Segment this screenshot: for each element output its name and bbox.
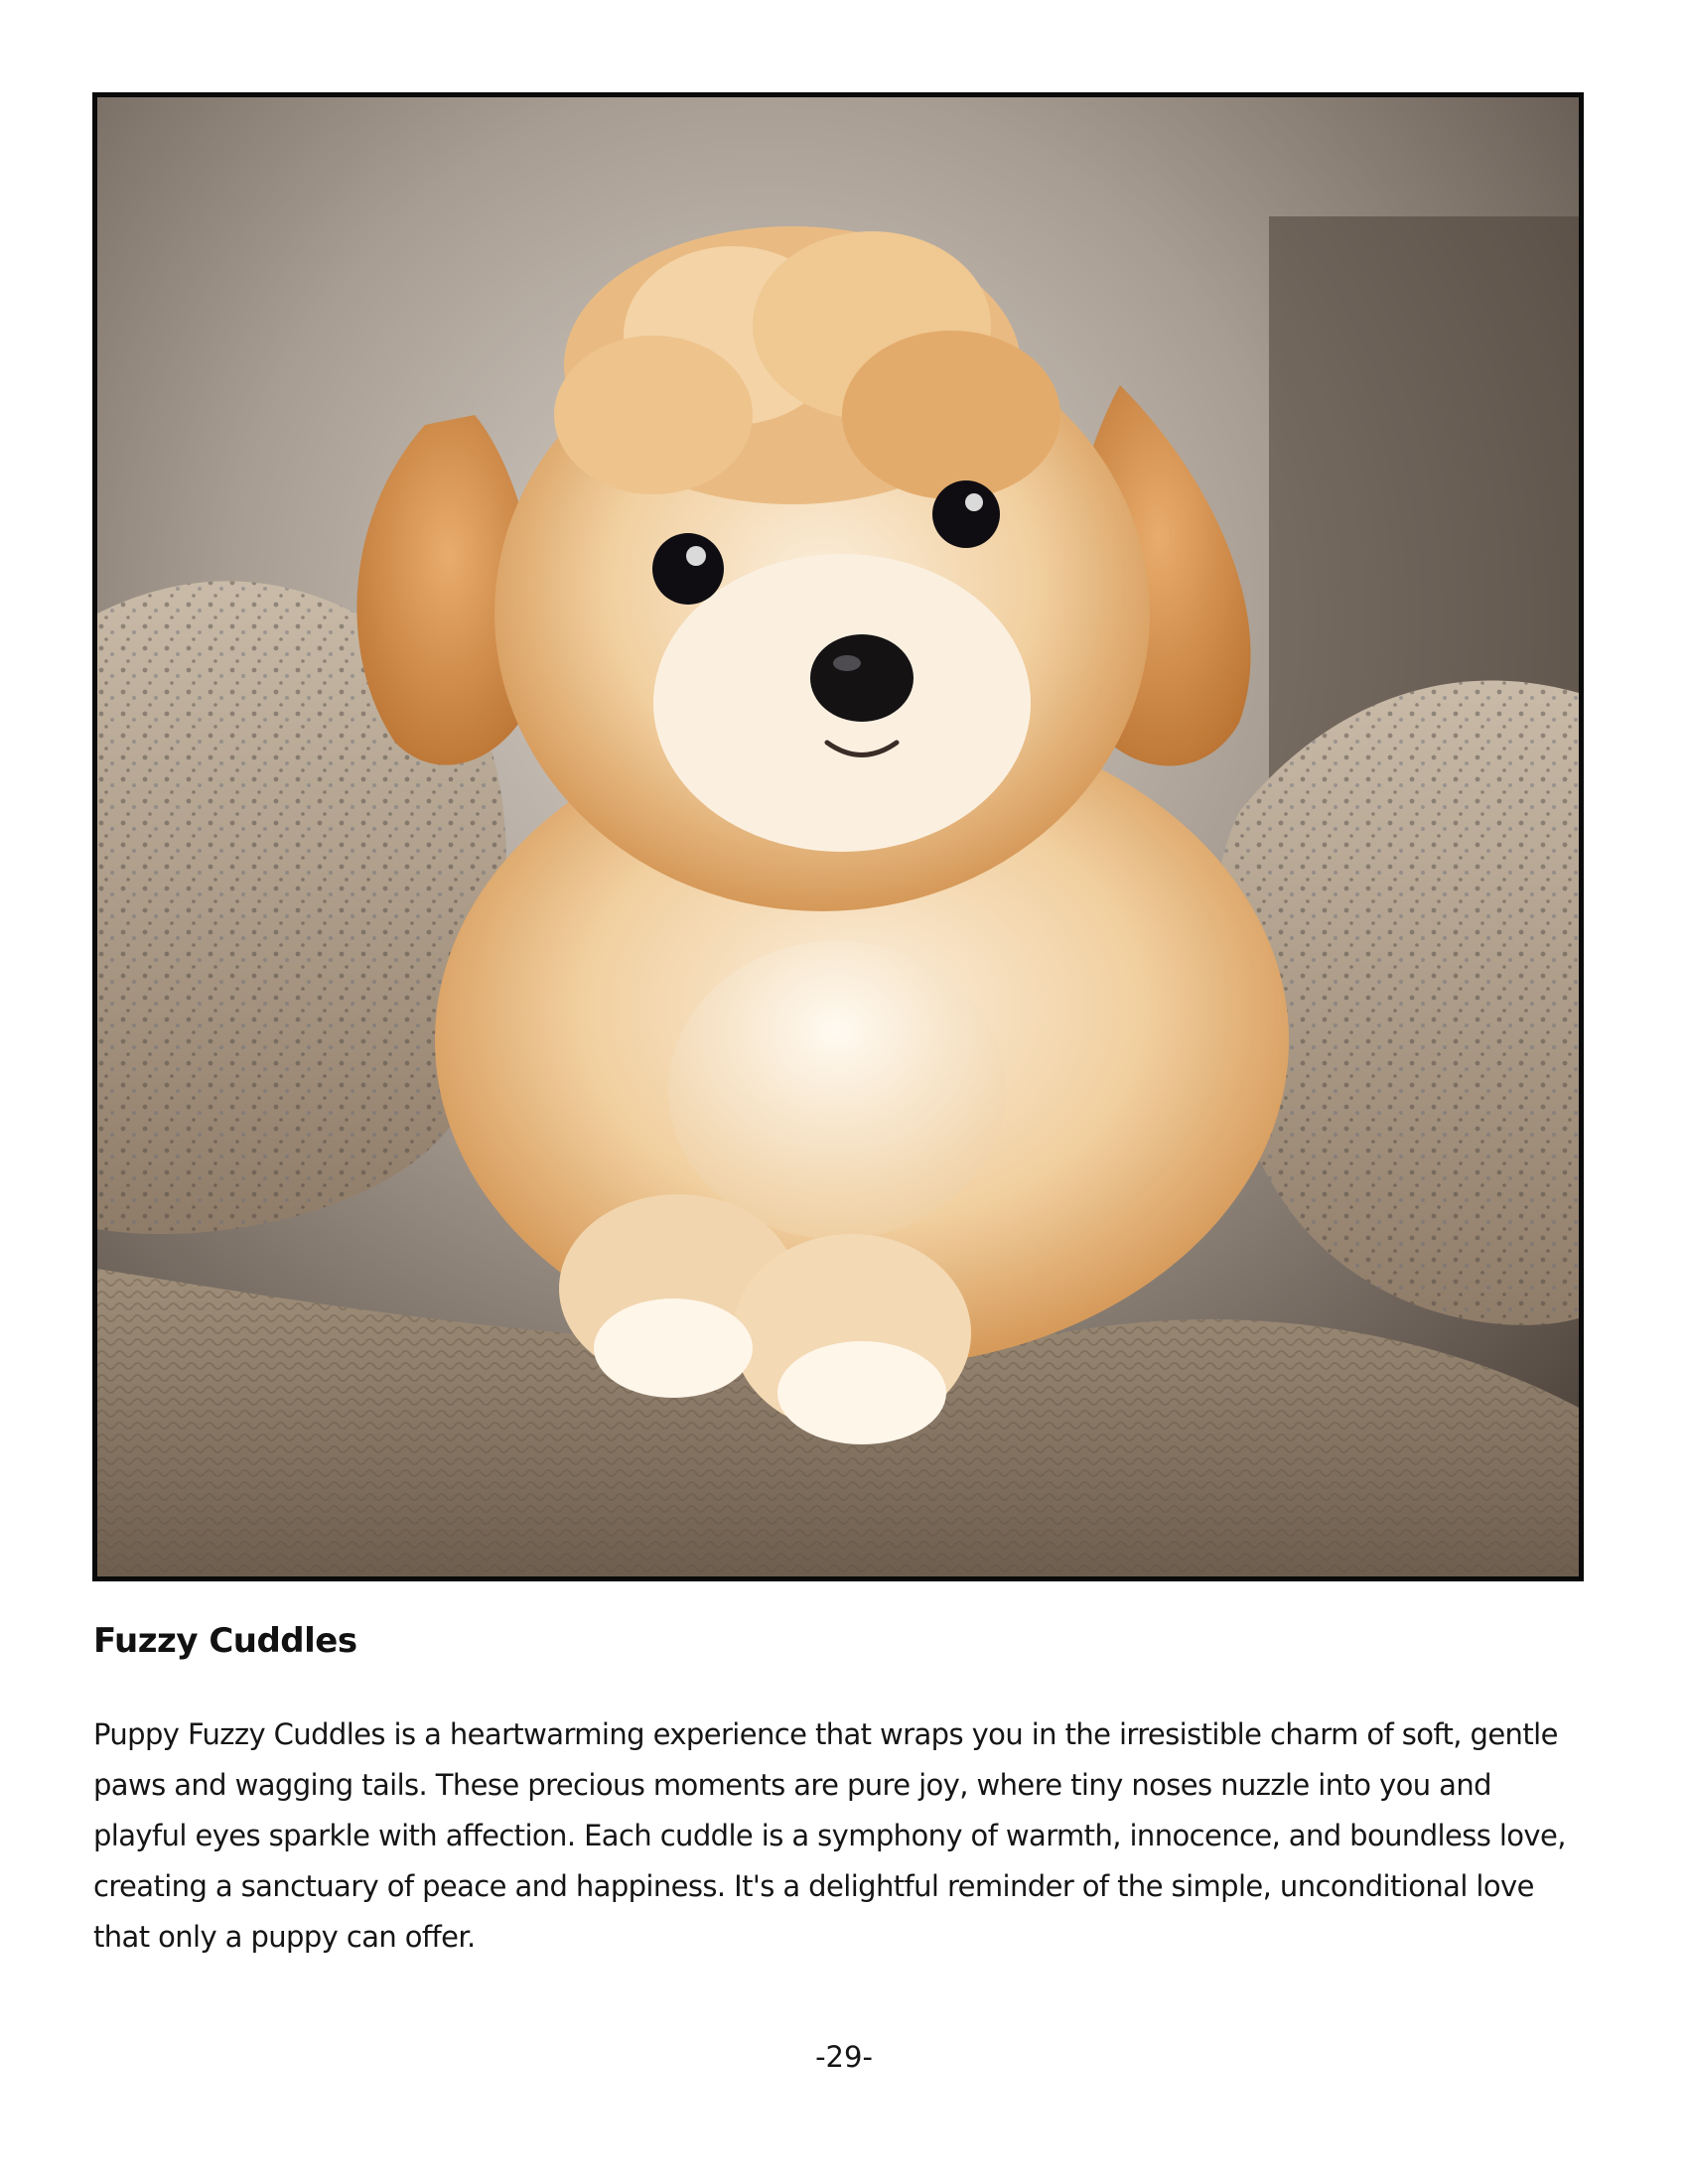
page-title: Fuzzy Cuddles [93,1621,357,1661]
page-number: -29- [815,2040,873,2074]
body-paragraph: Puppy Fuzzy Cuddles is a heartwarming experience that wraps you in the irresistible charm of soft, gentle paws and wagging tails. These precious moments are pure joy, where tiny noses nuzzle into you and playful eyes sparkle with affection. Each cuddle is a symphony of warmth, innocence, and boundless love, creating a sanctuary of peace and happiness. It's a delightful reminder of the simple, unconditional love that only a puppy can offer. [93,1717,1566,1954]
puppy-photo [92,92,1584,1581]
puppy-illustration [97,97,1579,1576]
